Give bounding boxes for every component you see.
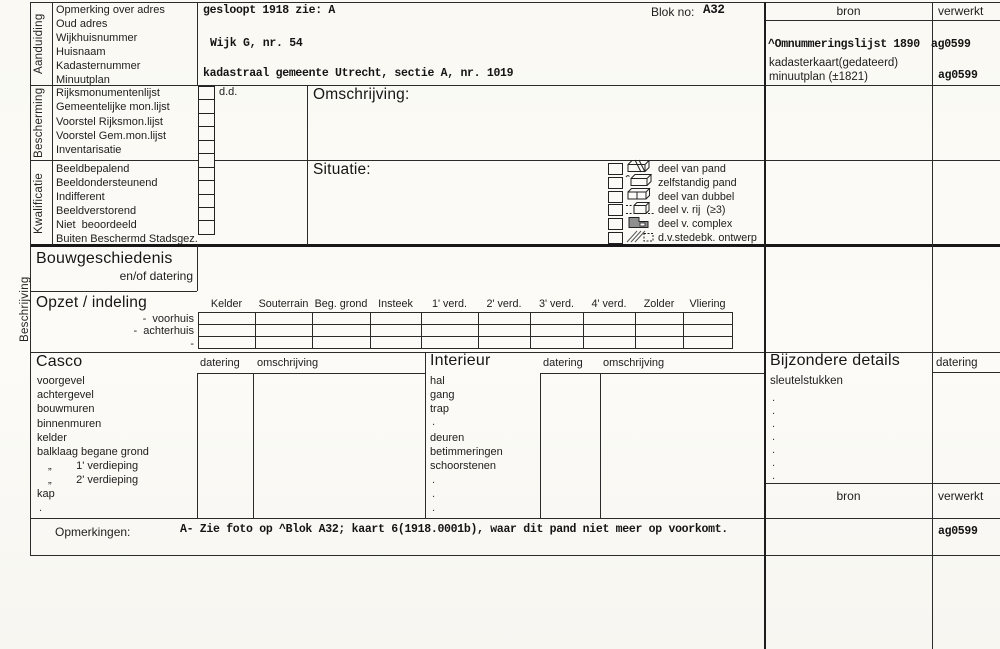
checkbox (198, 86, 215, 100)
field-label-wijkhuisnummer: Wijkhuisnummer (56, 32, 138, 44)
verwerkt-entry-2: ag0599 (938, 69, 978, 82)
interieur-row-betimmeringen: betimmeringen (430, 446, 503, 458)
verwerkt-entry-1: ag0599 (931, 38, 971, 51)
checkbox-column (198, 87, 215, 235)
divider (540, 373, 765, 374)
bron-column-header: bron (836, 4, 861, 18)
checkbox (198, 167, 215, 181)
checkbox (608, 177, 623, 189)
col-header-zolder: Zolder (643, 298, 675, 310)
checkbox (198, 99, 215, 113)
field-label-kadasternummer: Kadasternummer (56, 60, 141, 72)
divider (30, 291, 197, 292)
typed-entry-wijk: Wijk G, nr. 54 (210, 37, 303, 50)
interieur-row-trap: trap (430, 403, 449, 415)
opzet-row-label-achterhuis: - achterhuis (133, 325, 194, 337)
divider (600, 373, 601, 518)
field-label-buiten-beschermd-stadsgez: Buiten Beschermd Stadsgez. (56, 233, 198, 245)
col-header-1verd: 1' verd. (431, 298, 468, 310)
field-label-niet-beoordeeld: Niet beoordeeld (56, 219, 137, 231)
divider (253, 373, 254, 518)
divider (540, 373, 541, 518)
field-label-oud-adres: Oud adres (56, 18, 108, 30)
legend-label: deel v. complex (658, 218, 733, 231)
checkbox (608, 218, 623, 230)
opzet-row-label-blank: - (190, 338, 194, 350)
field-label-huisnaam: Huisnaam (56, 46, 106, 58)
divider (307, 85, 308, 245)
field-label-beeldverstorend: Beeldverstorend (56, 205, 137, 217)
interieur-row-gang: gang (430, 389, 455, 401)
opzet-grid-row (199, 325, 733, 337)
divider (425, 352, 426, 518)
interieur-row-dot: . (432, 488, 436, 500)
col-header-vliering: Vliering (689, 298, 726, 310)
casco-row-binnenmuren: binnenmuren (37, 418, 102, 430)
stedebouwkundig-ontwerp-icon (625, 229, 655, 248)
legend-label: zelfstandig pand (658, 176, 737, 189)
divider (765, 20, 1000, 21)
divider (30, 85, 1000, 86)
casco-row-kap: kap (37, 488, 55, 500)
divider (197, 373, 198, 518)
casco-row-balklaag-2e-verdieping: „ 2' verdieping (48, 474, 139, 486)
field-label-indifferent: Indifferent (56, 191, 105, 203)
col-header-4verd: 4' verd. (591, 298, 627, 310)
section-label-aanduiding: Aanduiding (33, 13, 45, 75)
opmerkingen-verwerkt-value: ag0599 (938, 525, 978, 538)
typed-entry-opmerking: gesloopt 1918 zie: A (203, 4, 336, 17)
divider (197, 2, 198, 85)
divider (197, 373, 425, 374)
casco-row-balklaag-1e-verdieping: „ 1' verdieping (48, 460, 139, 472)
bijzondere-row-sleutelstukken: sleutelstukken (770, 375, 843, 387)
checkbox (608, 204, 623, 216)
divider (30, 160, 1000, 161)
col-header-3verd: 3' verd. (538, 298, 575, 310)
casco-row-dot: . (39, 502, 43, 514)
bijzondere-verwerkt-label: verwerkt (938, 489, 984, 503)
opmerkingen-typed-text: A- Zie foto op ^Blok A32; kaart 6(1918.0001b), waar dit pand niet meer op voorkomt. (180, 523, 728, 536)
bouwgeschiedenis-subtitle: en/of datering (119, 269, 193, 283)
interieur-heading: Interieur (430, 352, 491, 369)
interieur-datering-label: datering (543, 357, 583, 369)
casco-row-balklaag-begane-grond: balklaag begane grond (37, 446, 149, 458)
opzet-grid-row (199, 313, 733, 325)
interieur-row-hal: hal (430, 375, 445, 387)
divider (30, 518, 1000, 519)
divider (52, 2, 53, 245)
casco-row-achtergevel: achtergevel (37, 389, 94, 401)
casco-omschrijving-label: omschrijving (257, 357, 319, 369)
checkbox (198, 153, 215, 167)
bijzondere-row-dot: . (772, 418, 776, 430)
field-label-voorstel-gemmonlijst: Voorstel Gem.mon.lijst (56, 130, 167, 142)
checkbox (198, 140, 215, 154)
divider (933, 372, 1000, 373)
bron-entry-minuutplan: minuutplan (±1821) (769, 71, 869, 83)
divider (765, 483, 1000, 484)
interieur-row-schoorstenen: schoorstenen (430, 460, 497, 472)
field-label-voorstel-rijksmonlijst: Voorstel Rijksmon.lijst (56, 116, 163, 128)
interieur-omschrijving-label: omschrijving (603, 357, 665, 369)
col-header-kelder: Kelder (210, 298, 243, 310)
opzet-column-headers (198, 298, 732, 310)
divider (30, 2, 1000, 3)
field-label-rijksmonumentenlijst: Rijksmonumentenlijst (56, 87, 160, 99)
section-label-bescherming: Bescherming (33, 87, 45, 159)
bron-column-border (764, 2, 766, 649)
casco-heading: Casco (36, 353, 83, 370)
legend-row (608, 231, 768, 245)
bijzondere-row-dot: . (772, 444, 776, 456)
situatie-legend (608, 162, 768, 245)
divider (197, 245, 198, 291)
checkbox (198, 207, 215, 221)
field-label-beeldbepalend: Beeldbepalend (56, 163, 130, 175)
opzet-grid-row (199, 337, 733, 349)
col-header-insteek: Insteek (378, 298, 413, 310)
checkbox (608, 232, 623, 244)
omschrijving-heading: Omschrijving: (313, 86, 410, 103)
legend-label: d.v.stedebk. ontwerp (658, 232, 757, 245)
typed-entry-kadastraal: kadastraal gemeente Utrecht, sectie A, nr. 1019 (203, 67, 514, 80)
checkbox (198, 220, 215, 234)
bijzondere-row-dot: . (772, 431, 776, 443)
bron-entry-kadasterkaart: kadasterkaart(gedateerd) (769, 57, 899, 69)
opzet-indeling-heading: Opzet / indeling (36, 294, 147, 311)
legend-label: deel van pand (658, 162, 726, 175)
bijzondere-row-dot: . (772, 470, 776, 482)
col-header-2verd: 2' verd. (486, 298, 522, 310)
bijzondere-datering-label: datering (936, 357, 978, 369)
bijzondere-row-dot: . (772, 405, 776, 417)
casco-row-kelder: kelder (37, 432, 67, 444)
bijzondere-row-dot: . (772, 457, 776, 469)
field-label-gemeentelijke-monlijst: Gemeentelijke mon.lijst (56, 101, 170, 113)
interieur-row-deuren: deuren (430, 432, 465, 444)
interieur-row-dot: . (432, 416, 436, 428)
bouwgeschiedenis-heading: Bouwgeschiedenis (36, 250, 173, 267)
bijzondere-bron-label: bron (836, 489, 861, 503)
verwerkt-column-border (932, 2, 933, 649)
checkbox (198, 194, 215, 208)
checkbox (198, 126, 215, 140)
blok-no-value: A32 (703, 3, 725, 17)
verwerkt-column-header: verwerkt (938, 4, 984, 18)
casco-row-voorgevel: voorgevel (37, 375, 85, 387)
casco-row-bouwmuren: bouwmuren (37, 403, 95, 415)
casco-datering-label: datering (200, 357, 240, 369)
section-label-beschrijving: Beschrijving (19, 276, 31, 343)
section-label-kwalificatie: Kwalificatie (33, 172, 45, 234)
checkbox (608, 191, 623, 203)
col-header-souterrain: Souterrain (258, 298, 309, 310)
situatie-heading: Situatie: (313, 161, 371, 178)
field-label-inventarisatie: Inventarisatie (56, 144, 122, 156)
opzet-row-label-voorhuis: - voorhuis (142, 313, 194, 325)
dd-label: d.d. (219, 86, 238, 98)
legend-label: deel van dubbel (658, 190, 735, 203)
col-header-beggrond: Beg. grond (314, 298, 368, 310)
interieur-row-dot: . (432, 502, 436, 514)
divider (30, 555, 1000, 556)
field-label-minuutplan: Minuutplan (56, 74, 110, 86)
checkbox (198, 180, 215, 194)
legend-label: deel v. rij (≥3) (658, 204, 726, 217)
opzet-grid (198, 312, 733, 349)
bijzondere-details-heading: Bijzondere details (770, 352, 900, 369)
opmerkingen-label: Opmerkingen: (55, 525, 131, 539)
field-label-opmerking-over-adres: Opmerking over adres (56, 4, 165, 16)
interieur-row-dot: . (432, 474, 436, 486)
field-label-beeldondersteunend: Beeldondersteunend (56, 177, 158, 189)
checkbox (198, 113, 215, 127)
checkbox (608, 163, 623, 175)
bron-entry-omnummeringslijst: ^Omnummeringslijst 1890 (768, 38, 920, 51)
blok-no-label: Blok no: (651, 5, 695, 19)
bijzondere-row-dot: . (772, 392, 776, 404)
